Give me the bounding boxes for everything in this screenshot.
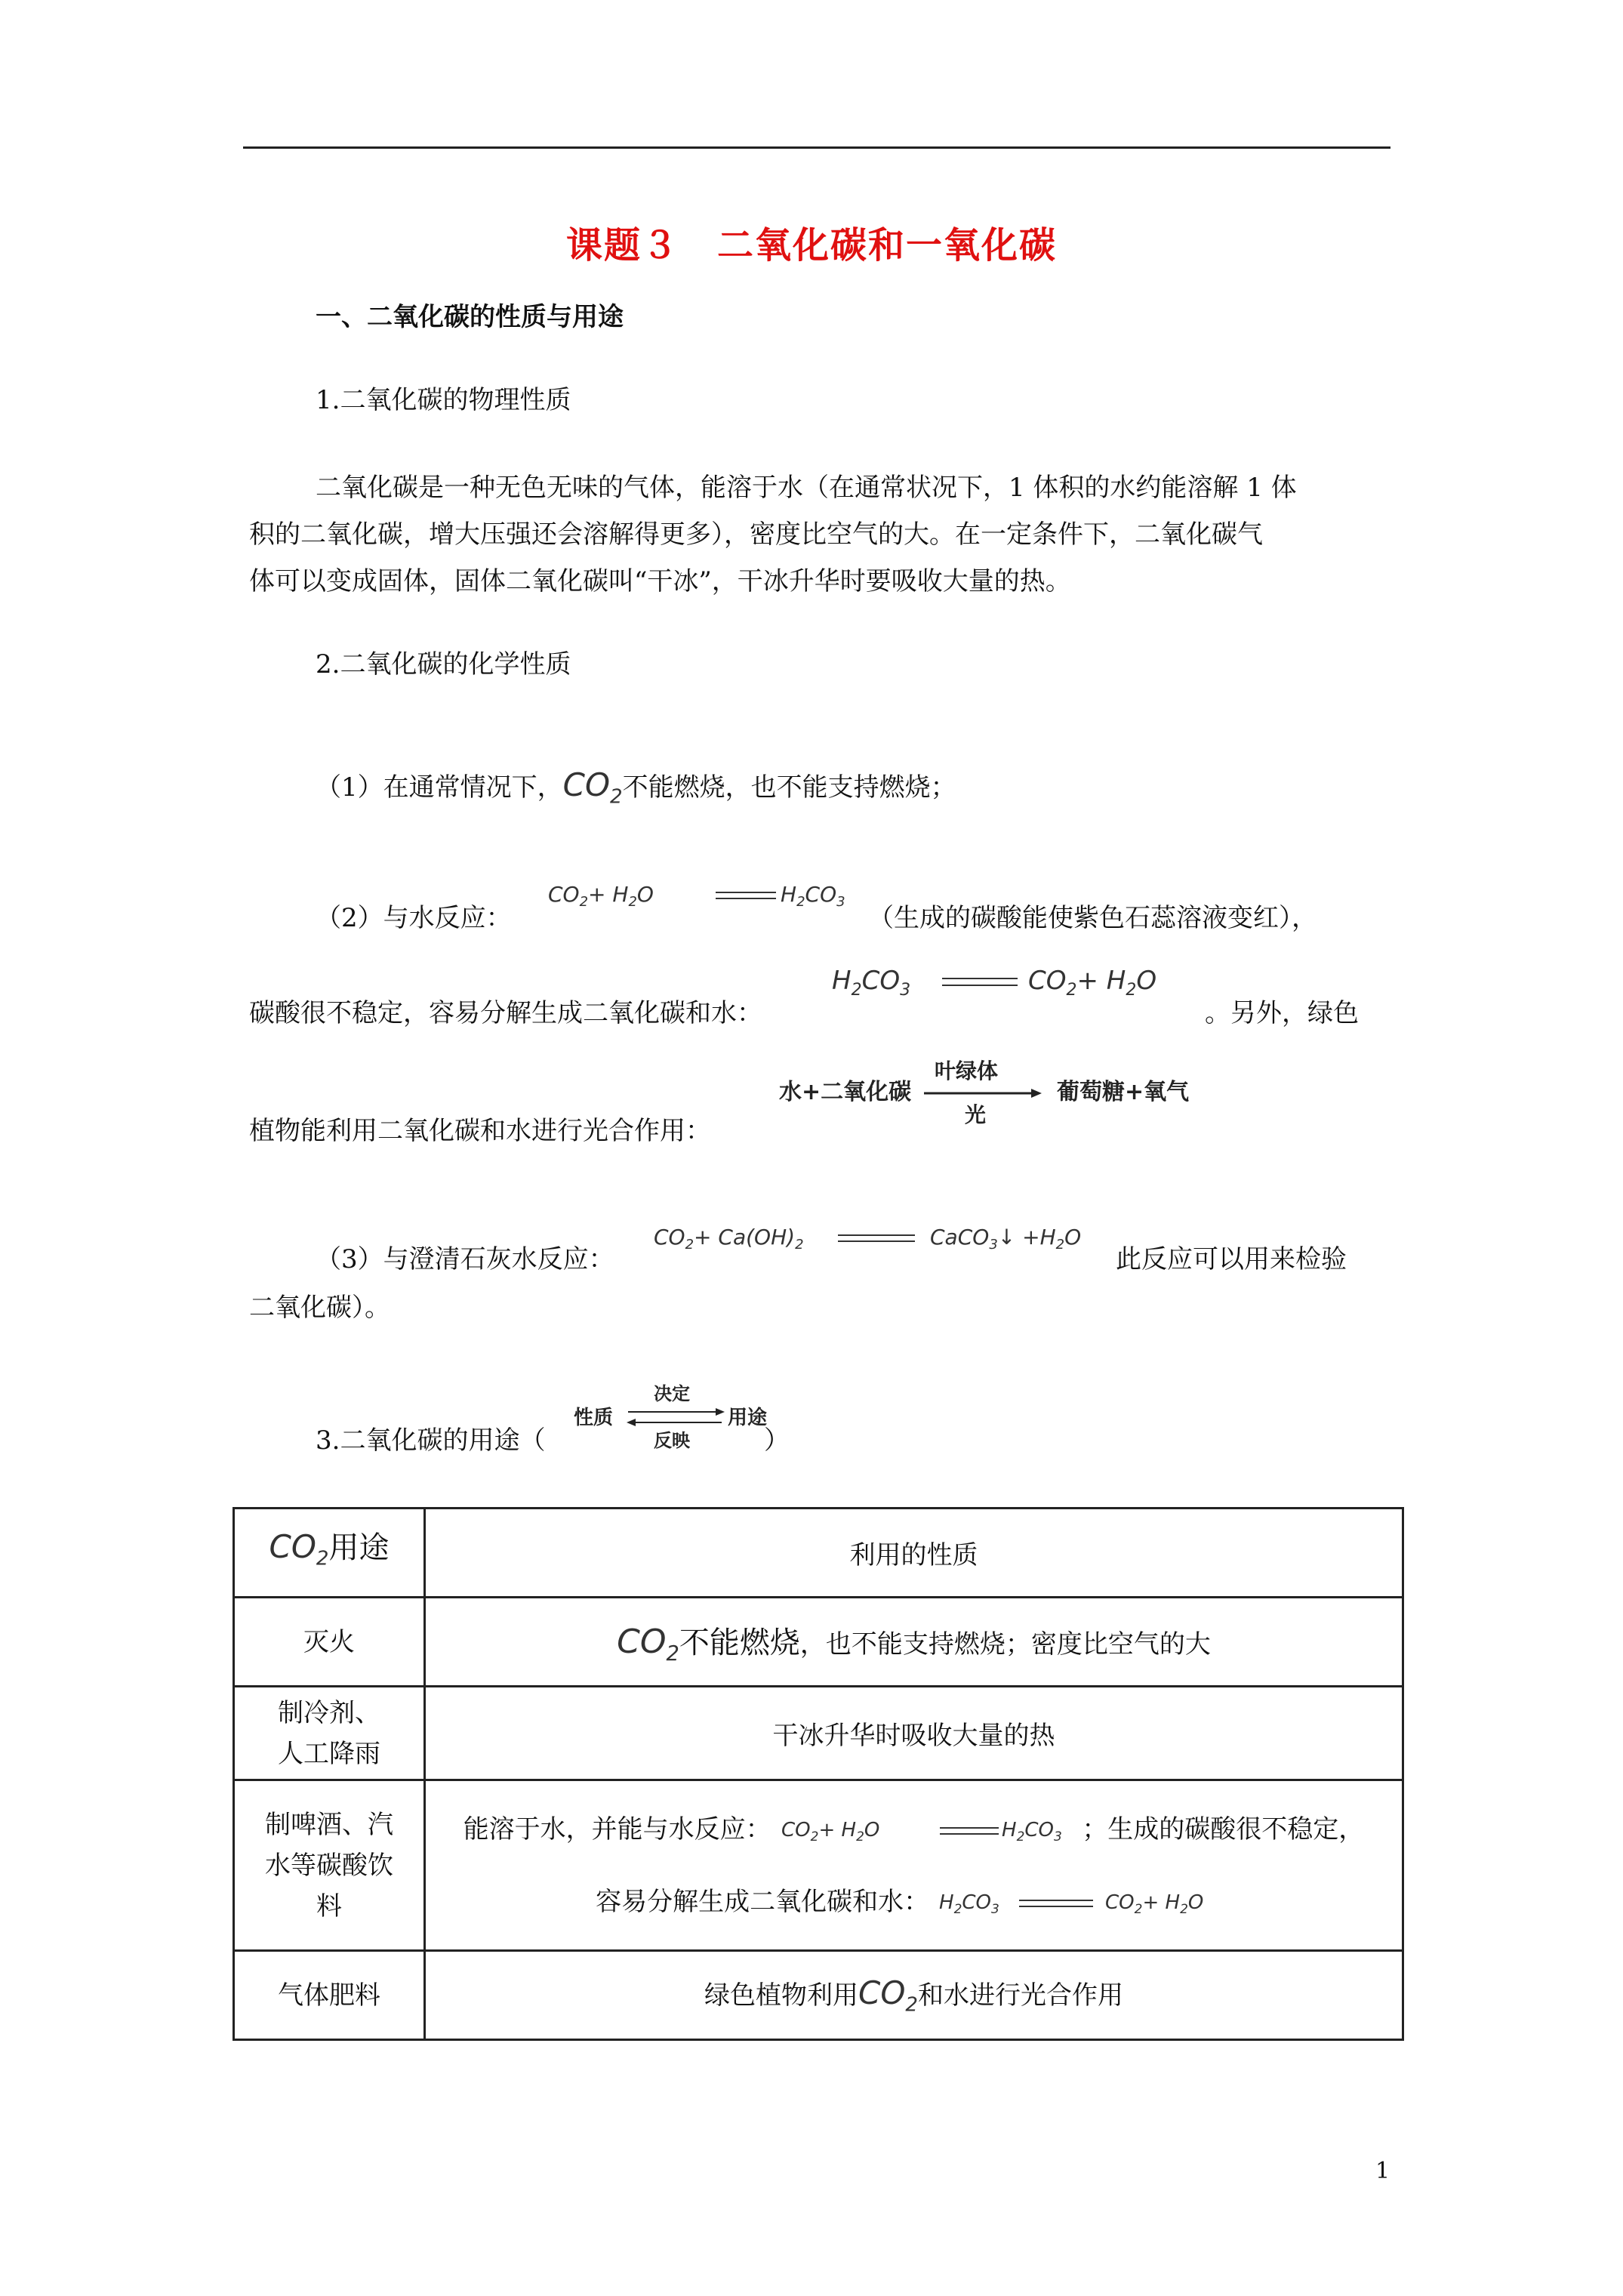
item-2-line3: 植物能利用二氧化碳和水进行光合作用：: [249, 1116, 711, 1146]
svg-text:CO2+ H2O: $CO_2+ H_2O$: [1028, 966, 1157, 1000]
svg-text:性质: 性质: [574, 1407, 614, 1429]
item-1-pre: （1）在通常情况下，: [316, 772, 563, 803]
property-use-diagram: [571, 1379, 782, 1454]
co2-uses-table: [233, 1507, 1404, 2041]
svg-text:水+二氧化碳: 水+二氧化碳: [779, 1079, 912, 1105]
prop-cell: $CO_2$不能燃烧，也不能支持燃烧；密度比空气的大: [425, 1598, 1403, 1687]
photosynthesis-equation: [776, 1049, 1199, 1133]
equation-h2co3-decompose: [829, 957, 1221, 1007]
item-3-line2: 二氧化碳）。: [249, 1293, 390, 1323]
header-use-cell: $CO_2$用途: [234, 1509, 425, 1598]
equation-h2co3-decompose: [938, 1883, 1232, 1924]
subheading-chemical: 2.二氧化碳的化学性质: [316, 649, 571, 680]
para-line-3: 体可以变成固体，固体二氧化碳叫“干冰”，干冰升华时要吸收大量的热。: [249, 566, 1071, 596]
item-1: [316, 761, 956, 821]
equation-co2-water: [780, 1811, 1074, 1851]
svg-text:CaCO3↓ +H2O: CaCO$_3$↓ $+H_2O$: [930, 1225, 1082, 1253]
use-cell: 制啤酒、汽 水等碳酸饮 料: [234, 1780, 425, 1951]
table-row: [234, 1598, 1403, 1687]
subheading-physical: 1.二氧化碳的物理性质: [316, 385, 571, 415]
section-heading: 一、二氧化碳的性质与用途: [316, 302, 624, 332]
uses-close: ）: [764, 1425, 790, 1456]
svg-text:决定: 决定: [654, 1383, 690, 1404]
svg-text:H2CO3: $H_2CO_3$: [781, 882, 845, 910]
prop-cell: 干冰升华时吸收大量的热: [425, 1687, 1403, 1780]
item-3-post: 此反应可以用来检验: [1116, 1244, 1347, 1274]
co2-formula: $CO_2$: [858, 1974, 918, 2017]
table-header-row: [234, 1509, 1403, 1598]
prop-cell: 能溶于水，并能与水反应： $CO_2+ H_2O$ $H_2CO_3$ ；生成的碳酸很不稳定， 容易分解生成二氧化碳和水： $H_2CO_3$ $CO_2+ H_2O$: [425, 1780, 1403, 1951]
item-2-pre: （2）与水反应：: [316, 903, 512, 933]
svg-text:葡萄糖+氧气: 葡萄糖+氧气: [1057, 1079, 1190, 1105]
item-2-post: （生成的碳酸能使紫色石蕊溶液变红），: [868, 903, 1317, 933]
svg-text:叶绿体: 叶绿体: [935, 1059, 999, 1083]
svg-text:CO2+ Ca(OH)2: $CO_2+ Ca(OH)_2$: [654, 1225, 804, 1253]
svg-text:反映: 反映: [654, 1430, 690, 1451]
co2-formula: $CO_2$: [269, 1527, 329, 1570]
svg-text:CO2+ H2O: $CO_2+ H_2O$: [781, 1818, 879, 1845]
co2-formula: $CO_2$: [562, 766, 623, 809]
svg-text:CO2+ H2O: $CO_2+ H_2O$: [548, 882, 654, 910]
svg-text:H2CO3: $H_2CO_3$: [938, 1891, 999, 1917]
use-cell: 灭火: [234, 1598, 425, 1687]
page-title: 课题３ 二氧化碳和一氧化碳: [565, 224, 1057, 267]
header-rule: [243, 146, 1390, 149]
equation-limewater: [651, 1216, 1104, 1261]
subheading-uses: 3.二氧化碳的用途（: [316, 1425, 546, 1456]
item-2-line2-pre: 碳酸很不稳定，容易分解生成二氧化碳和水：: [249, 998, 762, 1028]
page-number: 1: [1375, 2158, 1390, 2184]
svg-text:用途: 用途: [728, 1407, 768, 1429]
svg-text:H2CO3: $H_2CO_3$: [832, 966, 911, 1000]
equation-co2-water: [545, 873, 855, 918]
item-1-post: 不能燃烧，也不能支持燃烧；: [622, 772, 956, 803]
table-row: [234, 1951, 1403, 2040]
para-line-2: 积的二氧化碳，增大压强还会溶解得更多），密度比空气的大。在一定条件下，二氧化碳气: [249, 519, 1263, 550]
item-2-line2-post: 。另外，绿色: [1205, 998, 1359, 1028]
svg-text:H2CO3: $H_2CO_3$: [1001, 1818, 1062, 1845]
use-cell: 气体肥料: [234, 1951, 425, 2040]
table-row: [234, 1780, 1403, 1951]
svg-text:CO2+ H2O: $CO_2+ H_2O$: [1104, 1891, 1204, 1917]
prop-cell: 绿色植物利用$CO_2$和水进行光合作用: [425, 1951, 1403, 2040]
para-line-1: 二氧化碳是一种无色无味的气体，能溶于水（在通常状况下，1 体积的水约能溶解 1 体: [316, 473, 1297, 503]
svg-text:光: 光: [965, 1102, 987, 1127]
co2-formula: $CO_2$: [617, 1622, 679, 1666]
use-cell: 制冷剂、 人工降雨: [234, 1687, 425, 1780]
item-3-pre: （3）与澄清石灰水反应：: [316, 1244, 614, 1274]
header-prop-cell: 利用的性质: [425, 1509, 1403, 1598]
table-row: [234, 1687, 1403, 1780]
